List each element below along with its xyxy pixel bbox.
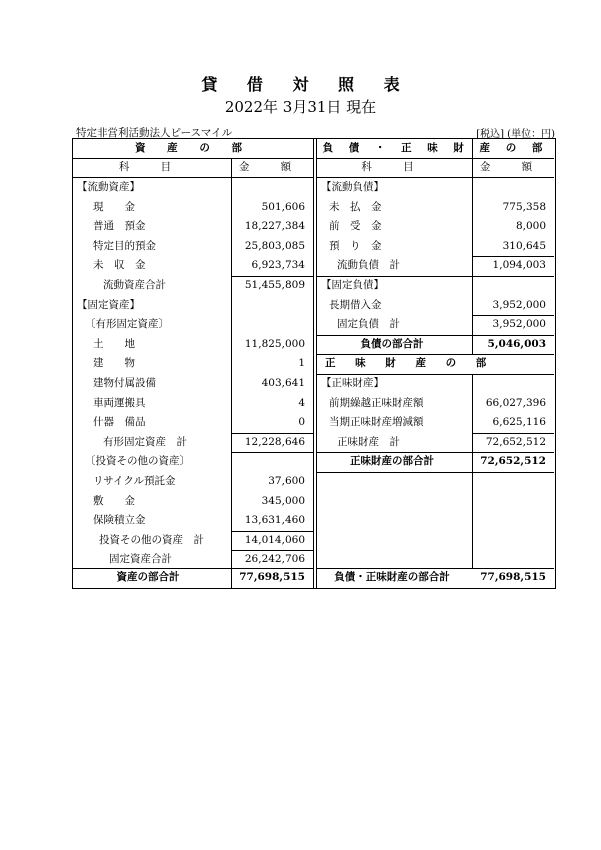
liability-row-label: 【流動負債】 [321,181,384,193]
asset-row-label: 【固定資産】 [77,298,140,311]
asset-row-amount: 14,014,060 [244,533,305,546]
net-asset-row-amount: 6,625,116 [492,416,546,429]
asset-row [73,276,313,296]
asset-row-amount [231,178,313,198]
liability-row-label: 前 受 金 [329,220,382,233]
net-asset-row-label: 正味財産 計 [337,435,400,448]
asset-row-label: 未 収 金 [93,259,146,272]
organization-name: 特定非営利活動法人ピースマイル [76,127,233,139]
asset-row-amount: 13,631,460 [244,514,305,527]
asset-row-label: 敷 金 [93,494,135,507]
net-asset-row [317,413,554,433]
asset-row-label: 土 地 [93,337,135,350]
asset-row-label: リサイクル預託金 [93,475,176,487]
net-assets-header: 正 味 財 産 の 部 [325,357,495,370]
liability-row [317,276,554,296]
asset-row-label: 特定目的預金 [93,239,156,252]
asset-row-label: 有形固定資産 計 [103,435,187,448]
asset-row-amount [231,315,313,335]
asset-row-amount: 37,600 [268,475,305,487]
net-asset-row-amount [472,374,554,394]
net-asset-row [317,374,554,394]
liabilities-net-total-label: 負債・正味財産の部合計 [334,571,450,584]
liability-row-label: 固定負債 計 [337,318,400,331]
asset-row-amount: 25,803,085 [244,239,305,252]
net-assets-total-amount: 72,652,512 [480,455,546,468]
liability-row-label: 【固定負債】 [321,279,384,291]
assets-total-label: 資産の部合計 [116,571,180,584]
asset-row [73,354,313,374]
liability-row [317,237,554,257]
asset-row-amount: 501,606 [261,200,305,213]
liability-row [317,315,554,335]
asset-row-amount: 4 [298,396,305,409]
liability-row-amount: 3,952,000 [492,298,546,311]
liability-row-amount [472,276,554,296]
asset-row-label: 〔投資その他の資産〕 [85,455,190,468]
asset-row-label: 固定資産合計 [109,553,172,566]
liability-row-amount: 8,000 [515,220,546,233]
liabilities-column-header [317,158,554,178]
asset-row [73,452,313,472]
liabilities-col-amount: 金 額 [479,161,547,173]
asset-row [73,315,313,335]
assets-col-amount: 金 額 [238,161,306,173]
liability-row-label: 流動負債 計 [337,259,400,272]
asset-row [73,198,313,218]
net-asset-row-label: 前期繰越正味財産額 [329,396,424,409]
liability-row [317,178,554,198]
asset-row [73,472,313,492]
liabilities-header-text: 負 債 ・ 正 味 財 産 の 部 [322,142,549,154]
liability-row-amount: 1,094,003 [492,259,546,272]
asset-row-label: 保険積立金 [93,514,146,527]
asset-row-amount: 6,923,734 [251,259,305,272]
asset-row [73,433,313,453]
asset-row-label: 建 物 [93,357,135,370]
asset-row-amount: 12,228,646 [244,435,305,448]
asset-row [73,237,313,257]
asset-row-amount [231,296,313,316]
net-assets-header-row [317,354,554,374]
asset-row [73,256,313,276]
column-divider [472,158,473,178]
assets-section-header [73,139,313,159]
asset-row-amount [231,452,313,472]
asset-row-amount: 51,455,809 [244,279,305,291]
assets-col-subject: 科 目 [118,161,186,173]
document-title: 貸 借 対 照 表 [201,75,412,94]
net-asset-row [317,394,554,414]
liabilities-col-subject: 科 目 [361,161,428,173]
asset-row-amount: 26,242,706 [244,553,305,566]
liability-row-amount [472,178,554,198]
column-divider [472,472,473,568]
asset-row [73,296,313,316]
asset-row-label: 建物付属設備 [93,377,156,389]
liabilities-total-label: 負債の部合計 [360,337,424,350]
liabilities-section-header [317,139,554,159]
asset-row [73,511,313,531]
asset-row-amount: 403,641 [261,377,305,389]
asset-row-label: 〔有形固定資産〕 [85,318,169,331]
balance-sheet-table [72,138,556,589]
liabilities-net-total-row [317,568,554,588]
liability-row [317,217,554,237]
asset-row-label: 車両運搬具 [93,396,146,409]
report-date: 2022年 3月31日 現在 [224,98,377,116]
net-asset-row-amount: 66,027,396 [485,396,546,409]
net-asset-row-label: 当期正味財産増減額 [329,416,424,429]
asset-row-amount: 18,227,384 [244,220,305,233]
net-assets-total-label: 正味財産の部合計 [350,455,434,468]
net-asset-row [317,433,554,453]
asset-row-amount: 345,000 [261,494,305,507]
liabilities-total-amount: 5,046,003 [487,337,546,350]
assets-header-text: 資 産 の 部 [135,142,251,154]
unit-note: [税込] (単位：円) [476,129,555,140]
asset-row-amount: 11,825,000 [244,337,305,350]
liabilities-section [317,139,554,588]
row-separator [317,472,554,473]
asset-row [73,492,313,512]
asset-row [73,394,313,414]
liability-row-amount: 775,358 [502,200,546,213]
asset-row-label: 流動資産合計 [103,279,166,291]
asset-row-label: 什器 備品 [93,416,146,429]
liability-row-label: 未 払 金 [329,200,382,213]
asset-row-label: 【流動資産】 [77,181,140,193]
asset-row [73,413,313,433]
asset-row-amount: 1 [298,357,305,370]
liability-row-amount: 310,645 [502,239,546,252]
asset-row-label: 普通 預金 [93,220,146,233]
assets-column-header [73,158,313,178]
asset-row [73,531,313,551]
asset-row [73,335,313,355]
asset-row [73,178,313,198]
liability-row-amount: 3,952,000 [492,318,546,331]
asset-row [73,374,313,394]
liabilities-total-row [317,335,554,355]
net-asset-row-amount: 72,652,512 [485,435,546,448]
liability-row [317,256,554,276]
liability-row [317,198,554,218]
asset-row-label: 現 金 [93,200,135,213]
assets-section [73,139,313,588]
liability-row-label: 長期借入金 [329,298,382,311]
assets-total-row [73,568,313,588]
net-asset-row-label: 【正味財産】 [321,377,384,389]
liabilities-net-total-amount: 77,698,515 [480,571,546,584]
asset-row [73,217,313,237]
liability-row [317,296,554,316]
assets-total-amount: 77,698,515 [239,571,305,584]
net-assets-total-row [317,452,554,472]
asset-row-label: 投資その他の資産 計 [99,533,204,546]
asset-row-amount: 0 [298,416,305,429]
liability-row-label: 預 り 金 [329,239,382,252]
